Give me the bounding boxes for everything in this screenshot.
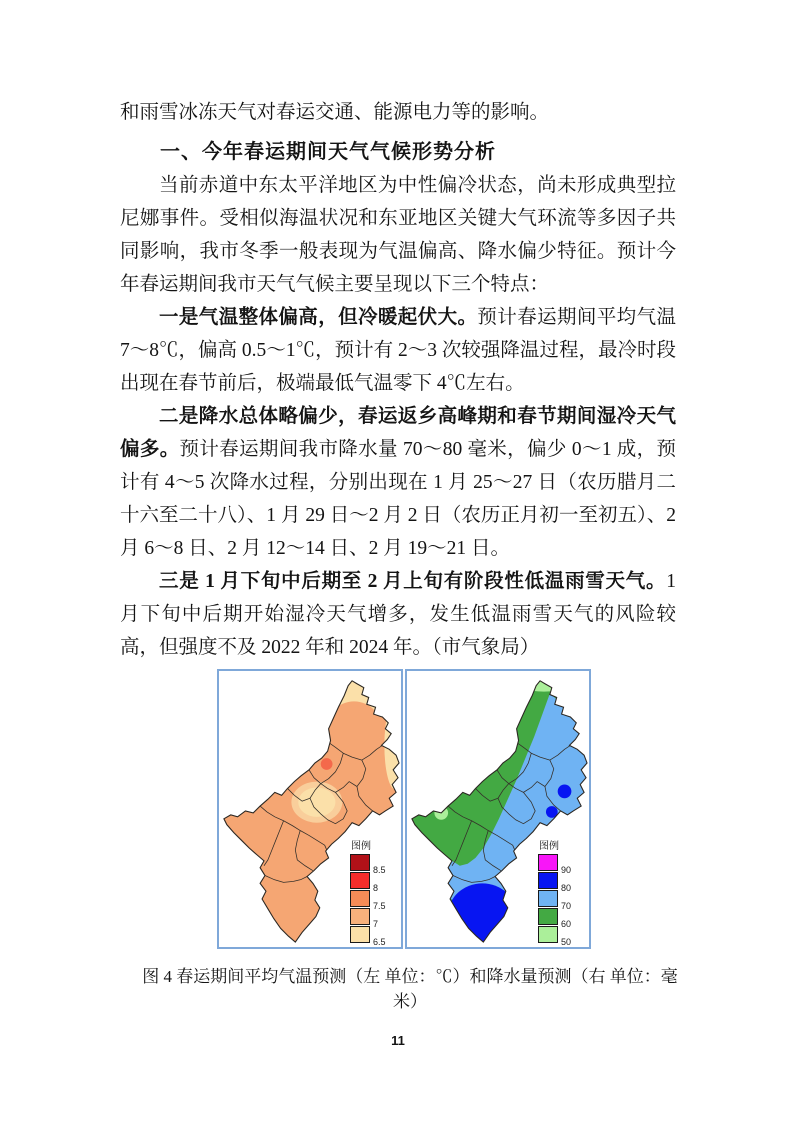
legend-swatch: [538, 854, 558, 871]
warm-spot: [321, 758, 333, 770]
paragraph-text: 预计春运期间我市降水量 70～80 毫米，偏少 0～1 成，预计有 4～5 次降水过程，分别出现在 1 月 25～27 日（农历腊月二十六至二十八）、1 月 29 日～2 月 2 日（农历正月初一至初五）、2 月 6～8 日、2 月 12～14 日、2 月 19～21 日。: [120, 439, 676, 559]
legend-item: [538, 926, 572, 947]
paragraph-overview: [120, 169, 676, 301]
legend-title: 图例: [539, 841, 559, 852]
legend-item: [350, 890, 386, 911]
legend-label: 6.5: [373, 937, 386, 947]
legend-label: 7: [373, 919, 379, 929]
legend-swatch: [350, 854, 370, 871]
legend-item: [538, 872, 572, 893]
legend-swatch: [350, 872, 370, 889]
page-number: 11: [391, 1033, 405, 1048]
legend-title: 图例: [351, 841, 371, 852]
heavy-rain-peninsula: [448, 883, 516, 946]
paragraph-lead: 二是降水总体略偏少，春运返乡高峰期和春节期间湿冷天气偏多。: [120, 406, 676, 460]
legend-label: 7.5: [373, 901, 386, 911]
legend-label: 70: [561, 901, 572, 911]
heavy-rain-spot-east: [558, 785, 572, 799]
legend-label: 8: [373, 883, 379, 893]
legend-item: [538, 890, 572, 911]
legend-swatch: [350, 926, 370, 943]
figure-4-maps: [217, 669, 676, 949]
paragraph-point-3: [120, 565, 676, 664]
legend-swatch: [538, 890, 558, 907]
legend-label: 90: [561, 865, 572, 875]
legend-swatch: [538, 926, 558, 943]
legend-label: 8.5: [373, 865, 386, 875]
legend-swatch: [538, 908, 558, 925]
paragraph-point-2: [120, 400, 676, 565]
legend-swatch: [538, 872, 558, 889]
legend-item: [538, 854, 572, 875]
light-rain-patch-northeast: [560, 685, 583, 710]
legend-item: [350, 854, 386, 875]
legend-item: [350, 908, 379, 929]
paragraph-text: 1 月下旬中后期开始湿冷天气增多，发生低温雨雪天气的风险较高，但强度不及 2022 年和 2024 年。（市气象局）: [120, 571, 676, 658]
paragraph-lead: 一是气温整体偏高，但冷暖起伏大。: [159, 307, 478, 328]
legend-label: 60: [561, 919, 572, 929]
paragraph-text: 预计春运期间平均气温 7～8℃，偏高 0.5～1℃，预计有 2～3 次较强降温过程，最冷时段出现在春节前后，极端最低气温零下 4℃左右。: [120, 307, 676, 394]
section-heading: 一、今年春运期间天气气候形势分析: [160, 141, 496, 163]
cool-patch-center: [298, 787, 335, 816]
legend-item: [350, 872, 379, 893]
precipitation-map-panel: [405, 669, 591, 949]
legend-label: 80: [561, 883, 572, 893]
figure-caption: 图 4 春运期间平均气温预测（左 单位：℃）和降水量预测（右 单位：毫米）: [142, 967, 678, 1011]
precipitation-map-legend: [538, 841, 584, 947]
temperature-map-legend: [350, 841, 396, 947]
temperature-map-panel: [217, 669, 403, 949]
paragraph-point-1: [120, 301, 676, 400]
legend-item: [350, 926, 386, 947]
legend-swatch: [350, 908, 370, 925]
document-body: [120, 96, 676, 1048]
legend-swatch: [350, 890, 370, 907]
legend-item: [538, 908, 572, 929]
paragraph-text: 当前赤道中东太平洋地区为中性偏冷状态，尚未形成典型拉尼娜事件。受相似海温状况和东亚地区关键大气环流等多因子共同影响，我市冬季一般表现为气温偏高、降水偏少特征。预计今年春运期间我市天气气候主要呈现以下三个特点：: [120, 175, 676, 295]
paragraph-lead: 三是 1 月下旬中后期至 2 月上旬有阶段性低温雨雪天气。: [159, 571, 667, 592]
paragraph-continuation: 和雨雪冰冻天气对春运交通、能源电力等的影响。: [120, 102, 550, 123]
legend-label: 50: [561, 937, 572, 947]
